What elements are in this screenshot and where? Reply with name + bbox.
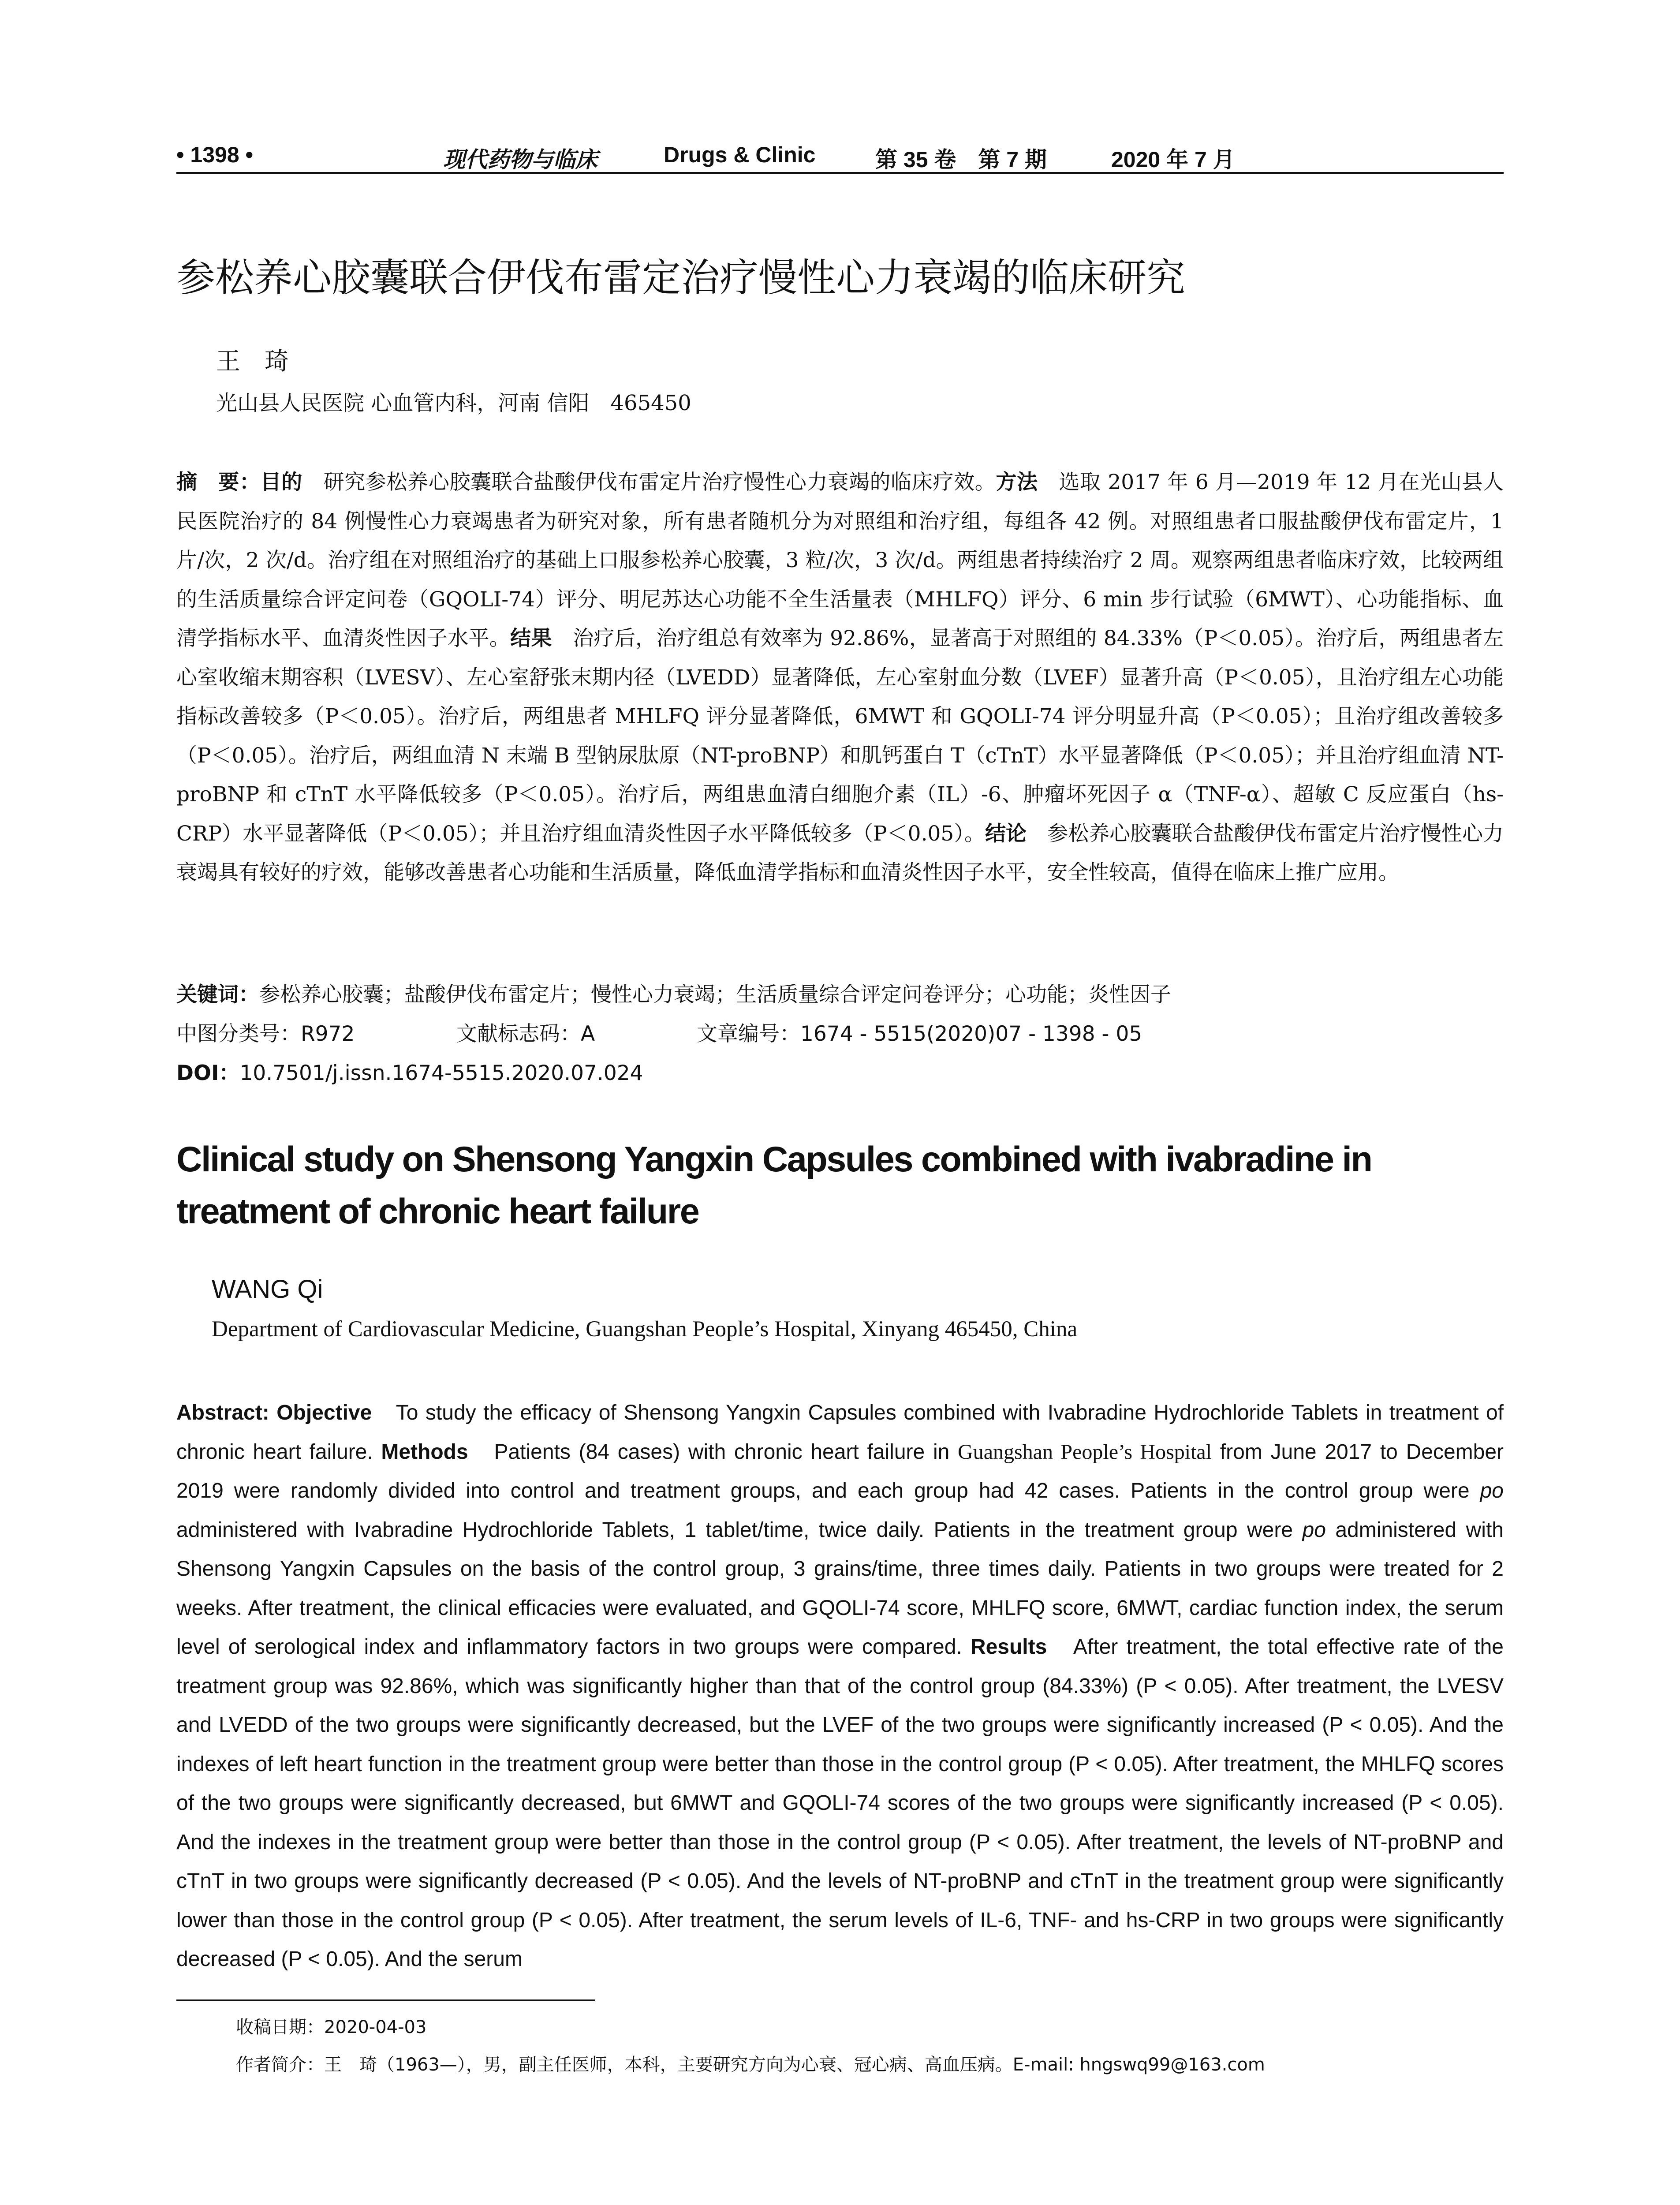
- footnote-divider: [176, 1999, 595, 2001]
- article-number: 文章编号：1674 - 5515(2020)07 - 1398 - 05: [697, 1022, 1142, 1046]
- methods-text-en-b: from June 2017 to December 2019 were randomly divided into control and treatment groups, and each group had 42 cases. Patients in the control group were: [176, 1440, 1504, 1502]
- objective-label-en: Objective: [269, 1401, 372, 1424]
- issue-date: 2020 年 7 月: [1111, 147, 1235, 172]
- results-text-en: After treatment, the total effective rate of the treatment group was 92.86%, which was significantly higher than that of the control group (84.33%) (P < 0.05). After treatment, the LVESV and LVEDD of the two groups were significantly decreased, but the LVEF of the two groups were significantly increased (P < 0.05). And the indexes of left heart function in the treatment group were better than those in the control group (P < 0.05). After treatment, the MHLFQ scores of the two groups were significantly decreased, but 6MWT and GQOLI-74 scores of the two groups were significantly increased (P < 0.05). And the indexes in the treatment group were better than those in the control group (P < 0.05). After treatment, the levels of NT-proBNP and cTnT in two groups were significantly decreased (P < 0.05). And the levels of NT-proBNP and cTnT in the treatment group were significantly lower than those in the control group (P < 0.05). After treatment, the serum levels of IL-6, TNF- and hs-CRP in two groups were significantly decreased (P < 0.05). And the serum: [176, 1635, 1504, 1971]
- methods-label-en: Methods: [373, 1440, 468, 1464]
- methods-text-en-d: administered with Shensong Yangxin Capsules on the basis of the control group, 3 grains/time, three times daily. Patients in two groups were treated for 2 weeks. After treatment, the clinical efficacies were evaluated, and GQOLI-74 score, MHLFQ score, 6MWT, cardiac function index, the serum level of serological index and inflammatory factors in two groups were compared.: [176, 1518, 1504, 1659]
- document-code: 文献标志码：A: [456, 1022, 595, 1046]
- keywords-label-cn: 关键词：: [176, 983, 259, 1007]
- abstract-en: [176, 1394, 1504, 1979]
- doi-line: [176, 1057, 1504, 1086]
- methods-text-cn: 选取 2017 年 6 月—2019 年 12 月在光山县人民医院治疗的 84 例慢性心力衰竭患者为研究对象，所有患者随机分为对照组和治疗组，每组各 42 例。对照组患者口服盐酸伊伐布雷定片，1 片/次，2 次/d。治疗组在对照组治疗的基础上口服参松养心胶囊，3 粒/次，3 次/d。两组患者持续治疗 2 周。观察两组患者临床疗效，比较两组的生活质量综合评定问卷（GQOLI-74）评分、明尼苏达心功能不全生活量表（MHLFQ）评分、6 min 步行试验（6MWT）、心功能指标、血清学指标水平、血清炎性因子水平。: [176, 470, 1504, 650]
- conclusion-label-cn: 结论: [985, 821, 1027, 846]
- po-term-1: po: [1480, 1479, 1504, 1502]
- abstract-label-en: Abstract:: [176, 1401, 269, 1424]
- hospital-name-en: Guangshan People’s Hospital: [958, 1440, 1212, 1464]
- author-en: WANG Qi: [212, 1275, 323, 1304]
- received-date: 收稿日期：2020-04-03: [236, 2017, 427, 2037]
- author-bio: 作者简介：王 琦（1963—），男，副主任医师，本科，主要研究方向为心衰、冠心病、高血压病。E-mail: hngswq99@163.com: [236, 2055, 1265, 2075]
- journal-name-cn: 现代药物与临床: [443, 146, 597, 172]
- conclusion-text-cn: 参松养心胶囊联合盐酸伊伐布雷定片治疗慢性心力衰竭具有较好的疗效，能够改善患者心功能和生活质量，降低血清学指标和血清炎性因子水平，安全性较高，值得在临床上推广应用。: [176, 821, 1504, 885]
- results-label-cn: 结果: [510, 626, 552, 650]
- methods-text-en-a: Patients (84 cases) with chronic heart failure in: [468, 1440, 958, 1464]
- title-cn: 参松养心胶囊联合伊伐布雷定治疗慢性心力衰竭的临床研究: [176, 255, 1186, 300]
- title-en: Clinical study on Shensong Yangxin Capsules combined with ivabradine in treatment of chronic heart failure: [176, 1140, 1372, 1231]
- objective-text-en: To study the efficacy of Shensong Yangxin Capsules combined with Ivabradine Hydrochloride Tablets in treatment of chronic heart failure.: [176, 1401, 1504, 1464]
- affiliation-cn: 光山县人民医院 心血管内科，河南 信阳 465450: [216, 391, 691, 415]
- abstract-label-cn: 摘 要：: [176, 470, 261, 494]
- affiliation-en: Department of Cardiovascular Medicine, Guangshan People’s Hospital, Xinyang 465450, China: [212, 1317, 1078, 1342]
- page-number: • 1398 •: [176, 142, 254, 167]
- objective-label-cn: 目的: [260, 470, 302, 494]
- volume-issue: 第 35 卷 第 7 期: [875, 147, 1047, 172]
- journal-name-en: Drugs & Clinic: [664, 142, 816, 167]
- running-head: [176, 140, 1504, 174]
- objective-text-cn: 研究参松养心胶囊联合盐酸伊伐布雷定片治疗慢性心力衰竭的临床疗效。: [302, 470, 996, 494]
- keywords-text-cn: 参松养心胶囊；盐酸伊伐布雷定片；慢性心力衰竭；生活质量综合评定问卷评分；心功能；炎性因子: [259, 983, 1171, 1007]
- methods-text-en-c: administered with Ivabradine Hydrochloride Tablets, 1 tablet/time, twice daily. Patients in the treatment group were: [176, 1518, 1303, 1542]
- clc-number: 中图分类号：R972: [176, 1022, 355, 1046]
- doi-label: DOI：: [176, 1061, 240, 1085]
- doi-value: 10.7501/j.issn.1674-5515.2020.07.024: [239, 1061, 643, 1085]
- abstract-cn: [176, 463, 1504, 893]
- author-cn: 王 琦: [216, 347, 289, 375]
- results-label-en: Results: [962, 1635, 1047, 1659]
- po-term-2: po: [1302, 1518, 1326, 1542]
- keywords-cn: [176, 978, 1504, 1008]
- methods-label-cn: 方法: [996, 470, 1038, 494]
- results-text-cn: 治疗后，治疗组总有效率为 92.86%，显著高于对照组的 84.33%（P＜0.05）。治疗后，两组患者左心室收缩末期容积（LVESV）、左心室舒张末期内径（LVEDD）显著降低，左心室射血分数（LVEF）显著升高（P＜0.05），且治疗组左心功能指标改善较多（P＜0.05）。治疗后，两组患者 MHLFQ 评分显著降低，6MWT 和 GQOLI-74 评分明显升高（P＜0.05）；且治疗组改善较多（P＜0.05）。治疗后，两组血清 N 末端 B 型钠尿肽原（NT-proBNP）和肌钙蛋白 T（cTnT）水平显著降低（P＜0.05）；并且治疗组血清 NT-proBNP 和 cTnT 水平降低较多（P＜0.05）。治疗后，两组患血清白细胞介素（IL）-6、肿瘤坏死因子 α（TNF-α）、超敏 C 反应蛋白（hs-CRP）水平显著降低（P＜0.05）；并且治疗组血清炎性因子水平降低较多（P＜0.05）。: [176, 626, 1504, 846]
